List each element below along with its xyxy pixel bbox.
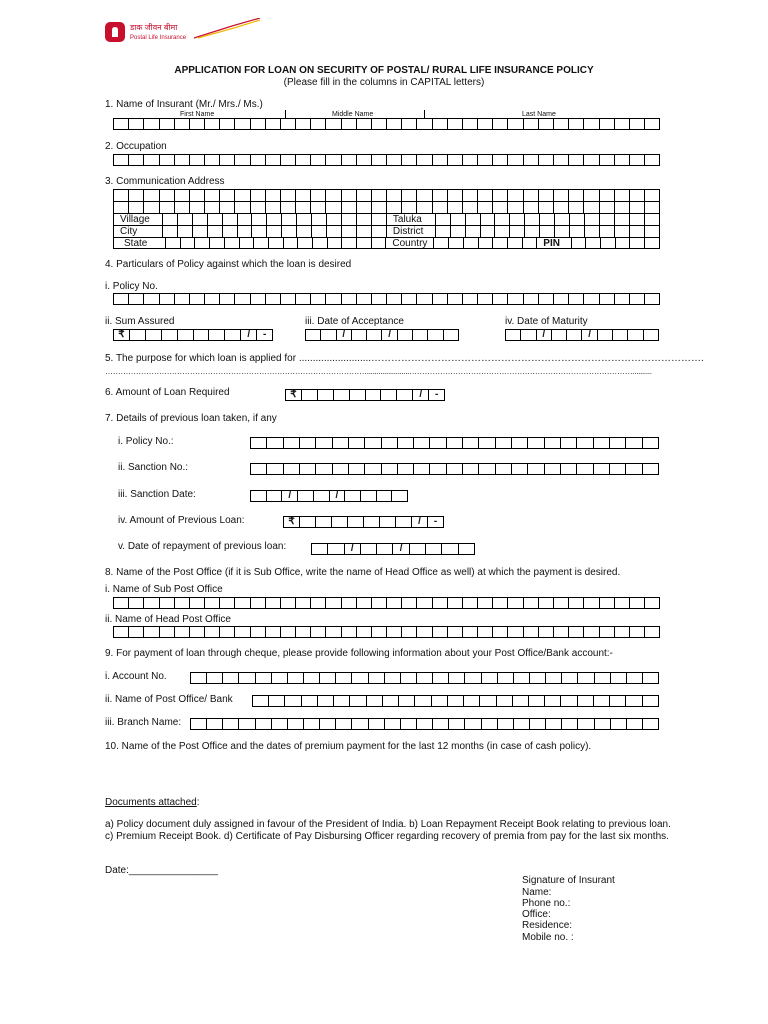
prev-amount-boxes[interactable]: ₹ / - [283,516,444,528]
q4-label: 4. Particulars of Policy against which the loan is desired [105,259,352,270]
logo-swoosh-icon [192,18,262,40]
signature-label: Signature of Insurant [522,875,615,886]
logo-english: Postal Life Insurance [130,35,187,41]
form-title: APPLICATION FOR LOAN ON SECURITY OF POSTAL/ RURAL LIFE INSURANCE POLICY [174,65,594,76]
po-bank-name-label: ii. Name of Post Office/ Bank [105,694,233,705]
middle-name-label: Middle Name [332,111,374,118]
address-grid[interactable] [113,189,660,249]
sub-po-boxes[interactable] [113,597,660,609]
policy-no-label: i. Policy No. [105,281,158,292]
documents-heading-colon: : [196,797,200,808]
logo-emblem-icon [104,21,126,43]
sig-mobile-label: Mobile no. : [522,932,574,943]
head-po-boxes[interactable] [113,626,660,638]
pin-label: PIN [536,237,570,249]
village-label: Village [113,213,162,225]
date-maturity-label: iv. Date of Maturity [505,316,588,327]
date-acceptance-label: iii. Date of Acceptance [305,316,404,327]
q3-label: 3. Communication Address [105,176,225,187]
q10-label: 10. Name of the Post Office and the dates of premium payment for the last 12 months (in case of cash policy). [105,741,592,752]
city-label: City [113,225,162,237]
q9-label: 9. For payment of loan through cheque, please provide following information about your Post Office/Bank account:- [105,648,613,659]
district-label: District [386,225,435,237]
country-label: Country [385,237,433,249]
name-divider [424,110,425,118]
loan-amount-boxes[interactable]: ₹ / - [285,389,445,401]
q5-label: 5. The purpose for which loan is applied for ..........................………………………………………………………………………………………. [105,353,704,364]
branch-name-boxes[interactable] [190,718,659,730]
name-divider [285,110,286,118]
date-acceptance-boxes[interactable]: / / [305,329,459,341]
taluka-label: Taluka [386,213,435,225]
branch-name-label: iii. Branch Name: [105,717,182,728]
repay-date-boxes[interactable]: / / [311,543,475,555]
form-subtitle: (Please fill in the columns in CAPITAL letters) [283,77,485,88]
sig-name-label: Name: [522,887,552,898]
last-name-label: Last Name [522,111,556,118]
occupation-boxes[interactable] [113,154,660,166]
repay-date-label: v. Date of repayment of previous loan: [118,541,287,552]
sig-office-label: Office: [522,909,551,920]
account-no-label: i. Account No. [105,671,167,682]
sanction-no-boxes[interactable] [250,463,659,475]
sig-residence-label: Residence: [522,920,573,931]
q6-label: 6. Amount of Loan Required [105,387,230,398]
po-bank-name-boxes[interactable] [252,695,659,707]
sanction-date-boxes[interactable]: / / [250,490,408,502]
q8-label: 8. Name of the Post Office (if it is Sub Office, write the name of Head Office as well) at which the payment is desired. [105,567,621,578]
head-po-label: ii. Name of Head Post Office [105,614,231,625]
sanction-no-label: ii. Sanction No.: [118,462,189,473]
prev-policy-no-boxes[interactable] [250,437,659,449]
sub-po-label: i. Name of Sub Post Office [105,584,223,595]
date-maturity-boxes[interactable]: / / [505,329,659,341]
documents-heading [105,797,200,809]
documents-line-1: a) Policy document duly assigned in favour of the President of India. b) Loan Repayment Receipt Book relating to previous loan. [105,819,671,830]
q2-label: 2. Occupation [105,141,167,152]
date-field[interactable]: Date:________________ [105,865,218,876]
q7-label: 7. Details of previous loan taken, if any [105,413,277,424]
logo [104,18,264,44]
q5-dots: …………………………………………………………………………………………......................…………………………………………………………………………….......... [105,367,652,376]
prev-amount-label: iv. Amount of Previous Loan: [118,515,245,526]
name-boxes[interactable] [113,118,660,130]
prev-policy-no-label: i. Policy No.: [118,436,174,447]
q1-label: 1. Name of Insurant (Mr./ Mrs./ Ms.) [105,99,263,110]
sum-assured-boxes[interactable]: ₹ / - [113,329,273,341]
documents-line-2: c) Premium Receipt Book. d) Certificate of Pay Disbursing Officer regarding recovery of premia from pay for the last six months. [105,831,669,842]
documents-heading-text: Documents attached [105,797,197,808]
account-no-boxes[interactable] [190,672,659,684]
logo-hindi: डाक जीवन बीमा [130,23,178,32]
first-name-label: First Name [180,111,215,118]
policy-no-boxes[interactable] [113,293,660,305]
sanction-date-label: iii. Sanction Date: [118,489,196,500]
state-label: State [113,237,165,249]
sum-assured-label: ii. Sum Assured [105,316,175,327]
sig-phone-label: Phone no.: [522,898,571,909]
